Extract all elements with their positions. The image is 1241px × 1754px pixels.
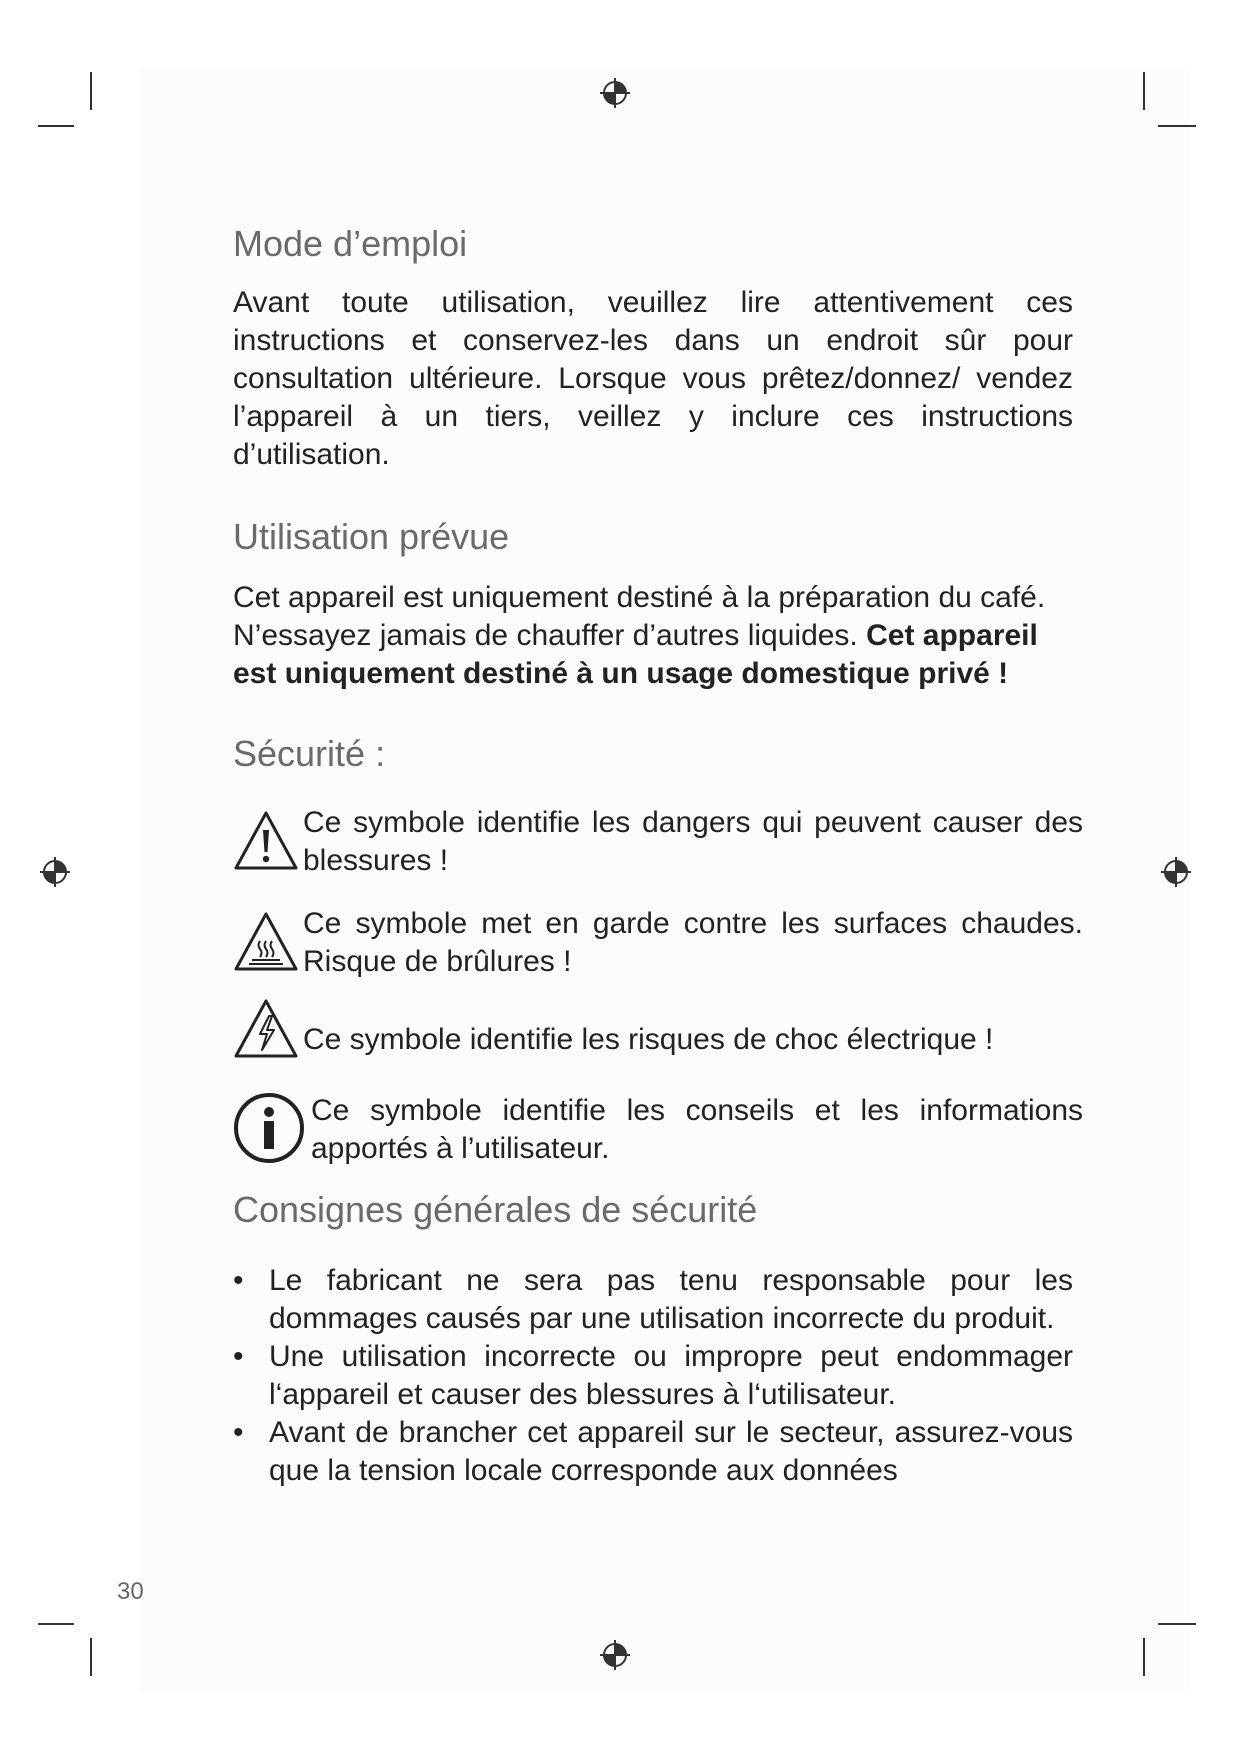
section-heading: Mode d’emploi [233,223,468,264]
bullet-icon: • [233,1340,244,1373]
symbol-description: Ce symbole met en garde contre les surfaces chaudes. Risque de brûlures ! [303,907,1083,978]
registration-mark-icon [1159,855,1193,889]
section-heading: Sécurité : [233,733,386,774]
registration-mark-icon [598,76,632,110]
crop-mark [38,1623,74,1625]
registration-mark-icon [38,855,72,889]
symbol-description: Ce symbole identifie les conseils et les informations apportés à l’utilisateur. [311,1094,1083,1165]
paragraph-text: Cet appareil est uniquement destiné à la préparation du café. N’essayez jamais de chauffer d’autres liquides. [233,580,1046,652]
list-item [233,1414,1073,1490]
crop-mark [90,72,92,110]
list-item [233,1338,1073,1414]
crop-mark [1158,1623,1196,1625]
symbol-row [233,998,1083,1068]
crop-mark [1143,72,1145,110]
section-securite [233,734,1073,774]
list-item [233,1262,1073,1338]
bullet-icon: • [233,1416,244,1449]
page-number: 30 [117,1578,144,1605]
symbol-description: Ce symbole identifie les risques de choc électrique ! [303,1023,994,1056]
symbol-row [233,804,1083,884]
section-paragraph: Avant toute utilisation, veuillez lire attentivement ces instructions et conservez-les dans un endroit sûr pour consultation ultérieure. Lorsque vous prêtez/donnez/ vendez l’appareil à un tiers, veillez y inclure ces instructions d’utilisation. [233,285,1073,471]
symbol-row [233,905,1083,985]
registration-mark-icon [598,1638,632,1672]
hot-surface-warning-icon [233,911,299,973]
safety-instructions-list [233,1262,1073,1490]
crop-mark [1158,125,1196,127]
list-item-text: Une utilisation incorrecte ou impropre peut endommager l‘appareil et causer des blessures à l‘utilisateur. [269,1340,1073,1411]
section-heading: Consignes générales de sécurité [233,1189,758,1230]
symbol-description: Ce symbole identifie les dangers qui peuvent causer des blessures ! [303,806,1083,877]
section-utilisation-prevue [233,517,1073,693]
crop-mark [90,1638,92,1676]
info-circle-icon [233,1092,305,1164]
crop-mark [38,125,74,127]
section-paragraph [233,579,1073,693]
paragraph-bold-text: Cet appareil est uniquement destiné à un usage domestique privé ! [233,618,1038,690]
section-consignes [233,1190,1073,1230]
electric-shock-warning-icon [233,998,299,1060]
crop-mark [1143,1638,1145,1676]
bullet-icon: • [233,1264,244,1297]
list-item-text: Avant de brancher cet appareil sur le secteur, assurez-vous que la tension locale corresponde aux données [269,1416,1073,1487]
section-heading: Utilisation prévue [233,516,510,557]
list-item-text: Le fabricant ne sera pas tenu responsable pour les dommages causés par une utilisation incorrecte du produit. [269,1264,1073,1335]
symbol-row [233,1092,1083,1172]
warning-triangle-exclamation-icon [233,810,299,872]
section-mode-emploi [233,224,1073,474]
